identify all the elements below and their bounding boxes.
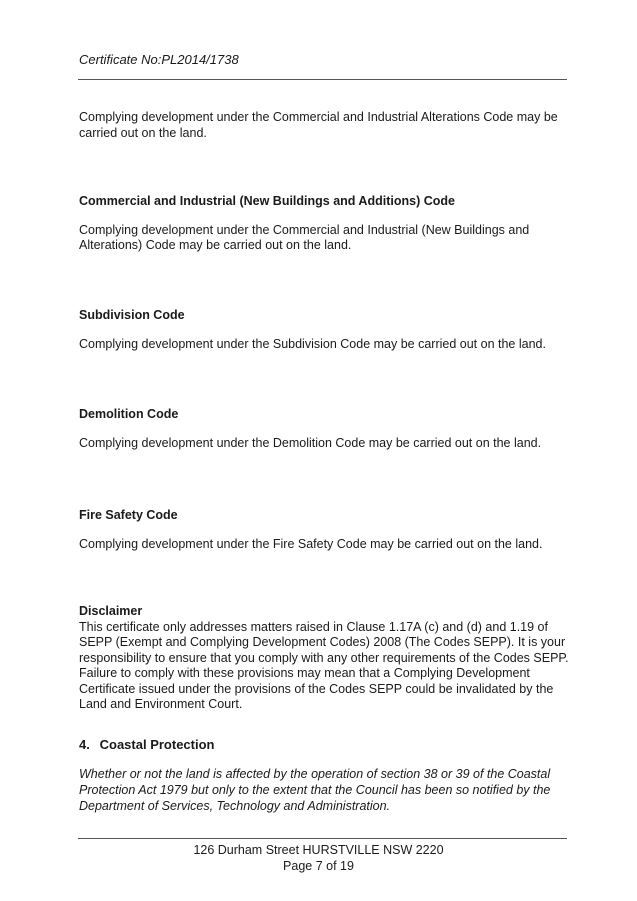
section-commercial-new-buildings xyxy=(79,194,569,254)
section-heading: Subdivision Code xyxy=(79,308,185,322)
section-heading: Fire Safety Code xyxy=(79,508,178,522)
footer-address: 126 Durham Street HURSTVILLE NSW 2220 xyxy=(193,843,444,857)
footer-divider xyxy=(78,838,567,839)
section-body: Complying development under the Fire Safety Code may be carried out on the land. xyxy=(79,536,543,551)
section-commercial-alterations xyxy=(79,110,569,141)
disclaimer xyxy=(79,604,571,713)
section-subdivision xyxy=(79,308,569,352)
section-demolition xyxy=(79,407,569,451)
disclaimer-heading: Disclaimer xyxy=(79,604,143,618)
certificate-number: Certificate No:PL2014/1738 xyxy=(79,52,239,67)
section-body: Complying development under the Commercial and Industrial Alterations Code may be carried out on the land. xyxy=(79,110,558,140)
section-title-text: Coastal Protection xyxy=(99,737,215,752)
disclaimer-body: This certificate only addresses matters raised in Clause 1.17A (c) and (d) and 1.19 of SEPP (Exempt and Complying Development Codes) 2008 (The Codes SEPP). It is your responsibility to ensure that you comply with any other requirements of the Codes SEPP. Failure to comply with these provisions may mean that a Complying Development Certificate issued under the provisions of the Codes SEPP could be invalidated by the Land and Environment Court. xyxy=(79,619,569,711)
coastal-protection-title xyxy=(79,737,214,752)
section-body: Complying development under the Demolition Code may be carried out on the land. xyxy=(79,435,542,450)
section-body: Complying development under the Subdivision Code may be carried out on the land. xyxy=(79,336,546,351)
page-number: Page 7 of 19 xyxy=(283,859,354,873)
section-fire-safety xyxy=(79,508,569,552)
section-number: 4. xyxy=(79,737,90,752)
section-body: Complying development under the Commercial and Industrial (New Buildings and Alterations) Code may be carried out on the land. xyxy=(79,222,530,252)
section-heading: Commercial and Industrial (New Buildings and Additions) Code xyxy=(79,194,455,208)
section-heading: Demolition Code xyxy=(79,407,179,421)
coastal-protection-body: Whether or not the land is affected by the operation of section 38 or 39 of the Coastal Protection Act 1979 but only to the extent that the Council has been so notified by the Department of Services, Technology and Administration. xyxy=(79,767,551,813)
header-divider xyxy=(78,79,567,80)
